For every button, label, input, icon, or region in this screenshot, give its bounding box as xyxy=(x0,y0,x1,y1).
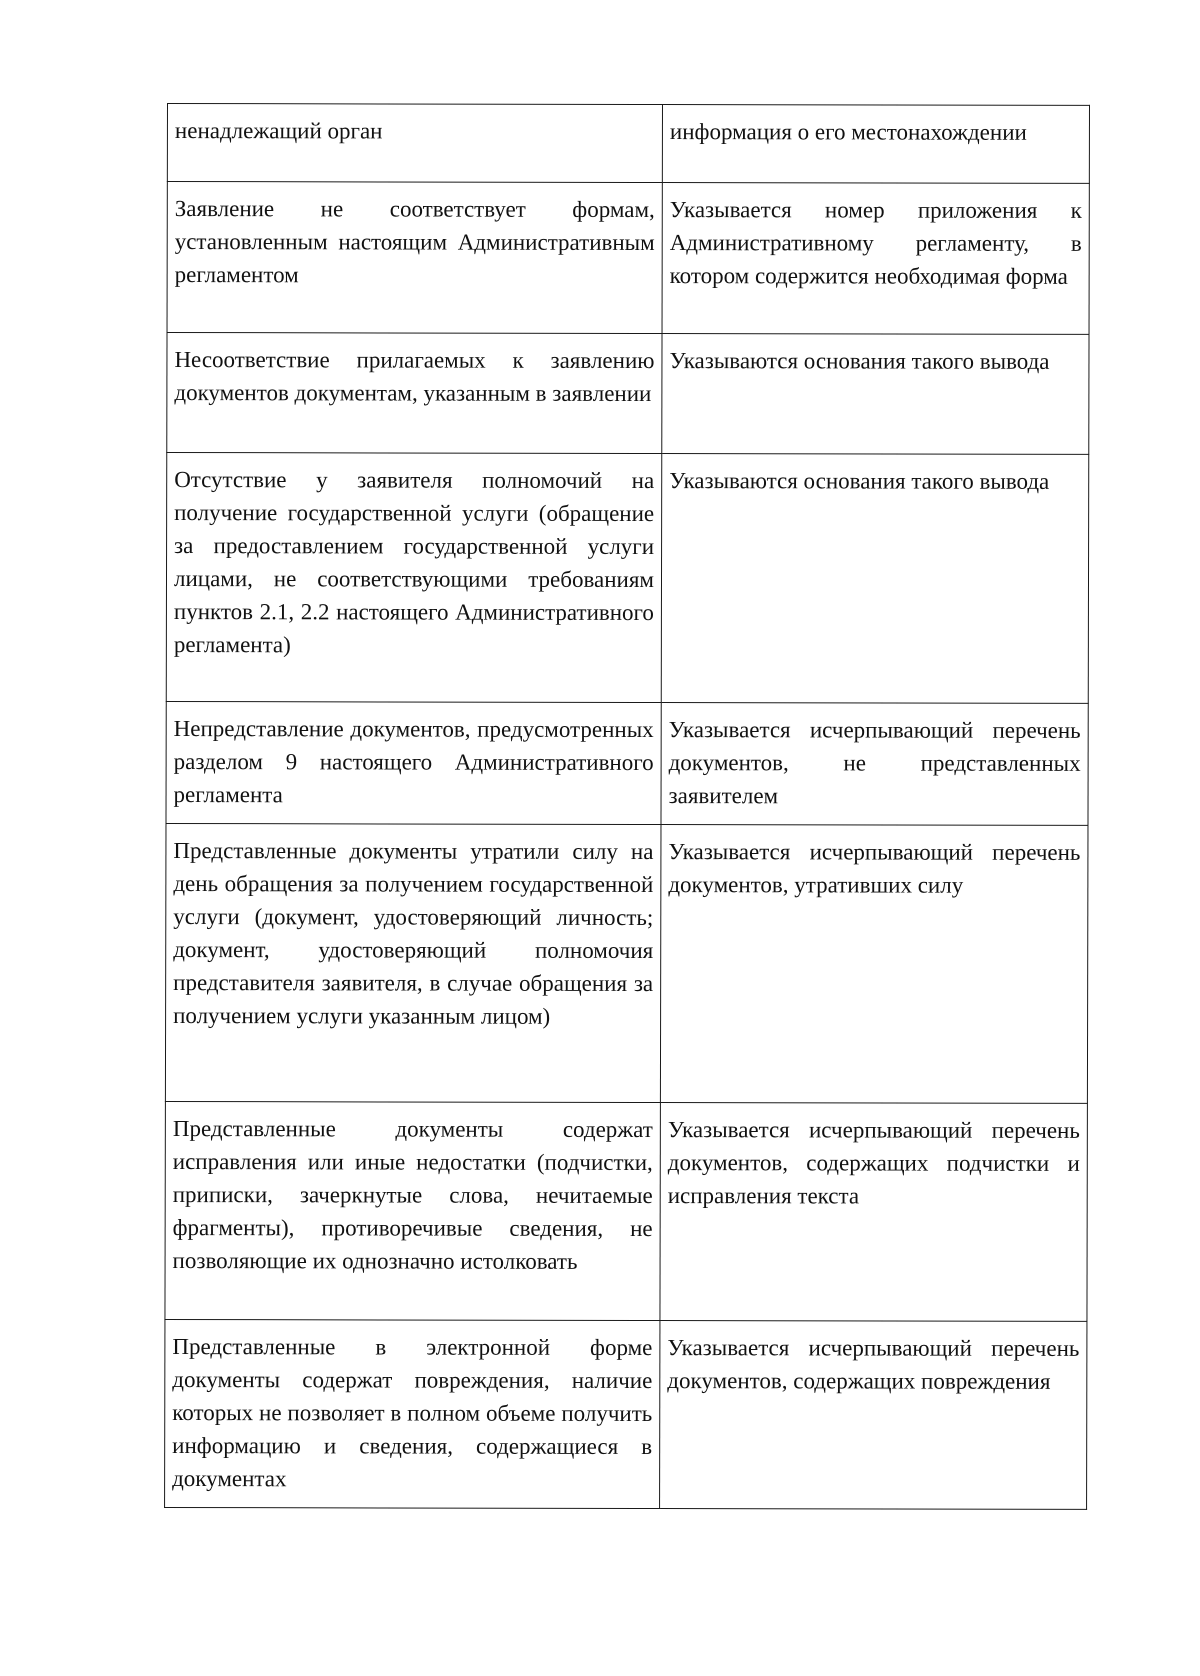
table-row xyxy=(166,701,1088,825)
table-row xyxy=(167,104,1089,184)
explanation-cell xyxy=(661,454,1089,704)
explanation-cell xyxy=(662,334,1089,455)
table-row xyxy=(166,453,1089,704)
reason-text: Представленные в электронной форме документы содержат повреждения, наличие которых не позволяет в полном объеме получить информацию и сведения, содержащиеся в документах xyxy=(172,1334,653,1492)
table-row xyxy=(165,823,1088,1103)
explanation-text: Указывается номер приложения к Административному регламенту, в котором содержится необходимая форма xyxy=(669,197,1082,289)
reason-text: Непредставление документов, предусмотренных разделом 9 настоящего Административного регламента xyxy=(173,716,654,808)
reason-cell xyxy=(167,333,662,454)
reason-text: Несоответствие прилагаемых к заявлению документов документам, указанным в заявлении xyxy=(174,347,655,407)
explanation-cell xyxy=(660,1103,1087,1322)
reason-text: Отсутствие у заявителя полномочий на получение государственной услуги (обращение за предоставлением государственной услуги лицами, не соответствующими требованиям пунктов 2.1, 2.2 настоящего Административного регламента) xyxy=(173,467,655,658)
explanation-cell xyxy=(661,703,1088,826)
reason-cell xyxy=(165,823,661,1102)
explanation-text: информация о его местонахождении xyxy=(669,119,1027,145)
explanation-text: Указываются основания такого вывода xyxy=(669,348,1050,374)
table-row xyxy=(167,333,1089,455)
explanation-text: Указывается исчерпывающий перечень документов, содержащих повреждения xyxy=(667,1335,1080,1394)
explanation-cell xyxy=(660,825,1088,1104)
refusal-grounds-table xyxy=(164,103,1090,1510)
explanation-text: Указывается исчерпывающий перечень документов, утративших силу xyxy=(668,839,1081,898)
reason-text: ненадлежащий орган xyxy=(174,118,383,144)
reason-cell xyxy=(167,104,662,183)
table-row xyxy=(165,1101,1087,1321)
reason-cell xyxy=(166,453,662,703)
reason-cell xyxy=(165,1319,660,1508)
reason-text: Представленные документы содержат исправления или иные недостатки (подчистки, приписки, зачеркнутые слова, нечитаемые фрагменты), противоречивые сведения, не позволяющие их однозначно истолковать xyxy=(172,1116,653,1274)
explanation-cell xyxy=(662,105,1089,184)
reason-cell xyxy=(166,701,661,824)
reason-cell xyxy=(165,1101,660,1320)
explanation-text: Указывается исчерпывающий перечень документов, не представленных заявителем xyxy=(668,717,1081,809)
reason-text: Заявление не соответствует формам, установленным настоящим Административным регламентом xyxy=(174,196,655,288)
explanation-text: Указываются основания такого вывода xyxy=(669,468,1050,494)
reason-text: Представленные документы утратили силу на день обращения за получением государственной услуги (документ, удостоверяющий личность; документ, удостоверяющий полномочия представителя заявителя, в случае обращения за получением услуги указанным лицом) xyxy=(173,838,654,1029)
explanation-cell xyxy=(662,183,1089,335)
explanation-text: Указывается исчерпывающий перечень документов, содержащих подчистки и исправления текста xyxy=(667,1117,1080,1209)
table-row xyxy=(165,1319,1087,1509)
table-row xyxy=(167,182,1089,335)
explanation-cell xyxy=(660,1321,1087,1510)
reason-cell xyxy=(167,182,662,334)
